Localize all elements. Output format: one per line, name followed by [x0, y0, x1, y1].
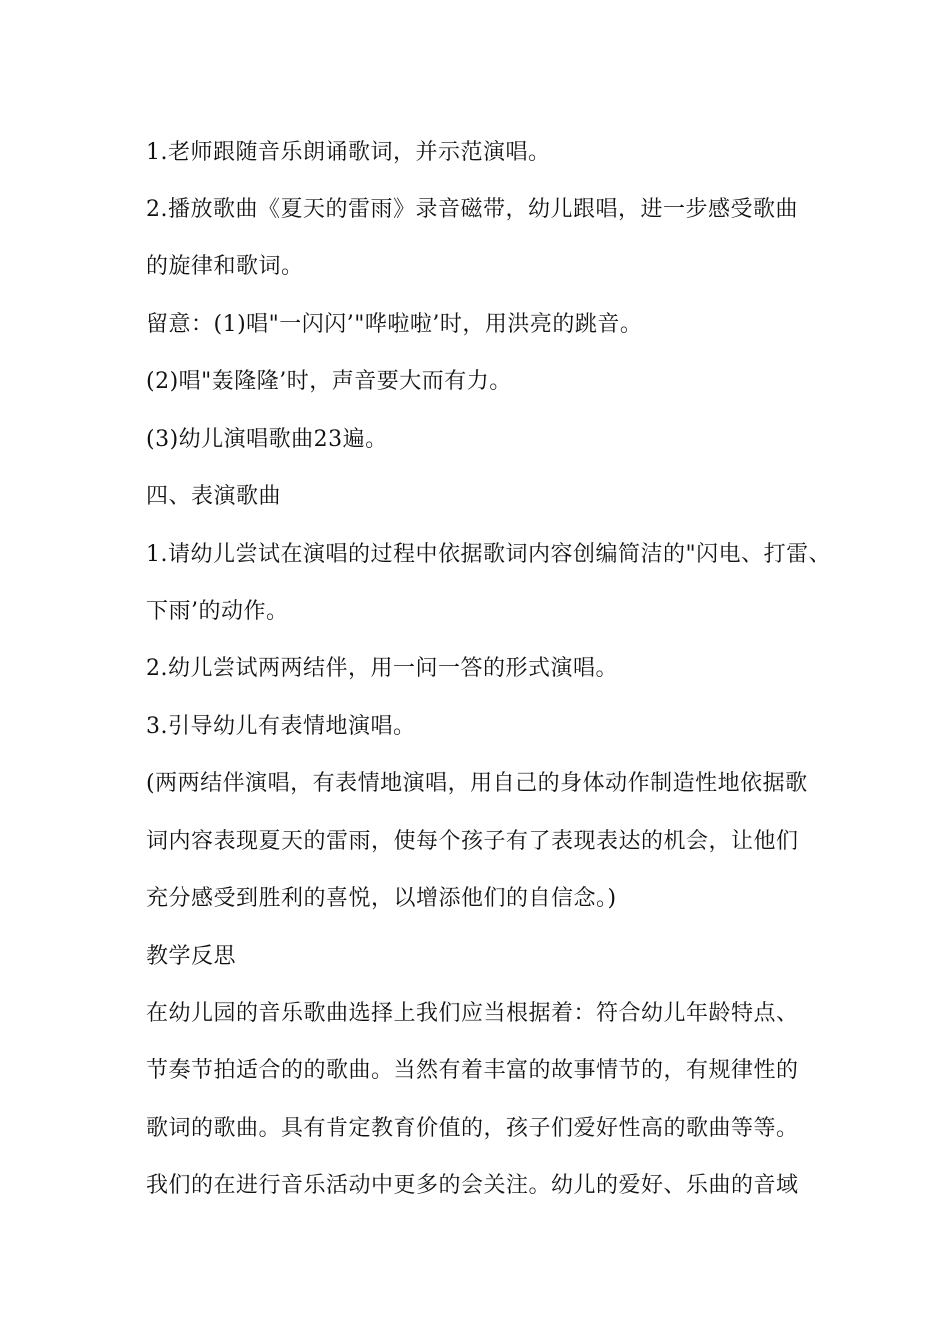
text-line: 节奏节拍适合的的歌曲。当然有着丰富的故事情节的，有规律性的: [146, 1058, 799, 1083]
text-line: 1.请幼儿尝试在演唱的过程中依据歌词内容创编简洁的"闪电、打雷、: [146, 542, 832, 567]
text-line: 留意：(1)唱"一闪闪’"哗啦啦’时，用洪亮的跳音。: [146, 312, 643, 337]
text-line: 3.引导幼儿有表情地演唱。: [146, 714, 416, 739]
text-line: 充分感受到胜利的喜悦，以增添他们的自信念。): [146, 886, 617, 911]
text-line: 下雨’的动作。: [146, 599, 289, 624]
text-line: 的旋律和歌词。: [146, 254, 304, 279]
text-line: (2)唱"轰隆隆’时，声音要大而有力。: [146, 369, 512, 394]
section-heading: 教学反思: [146, 944, 237, 969]
section-heading: 四、表演歌曲: [146, 484, 282, 509]
text-line: (3)幼儿演唱歌曲23遍。: [146, 427, 388, 452]
text-line: 2.播放歌曲《夏天的雷雨》录音磁带，幼儿跟唱，进一步感受歌曲: [146, 197, 798, 222]
text-line: 在幼儿园的音乐歌曲选择上我们应当根据着：符合幼儿年龄特点、: [146, 1001, 799, 1026]
text-line: (两两结伴演唱，有表情地演唱，用自己的身体动作制造性地依据歌: [146, 771, 808, 796]
text-line: 2.幼儿尝试两两结伴，用一问一答的形式演唱。: [146, 656, 618, 681]
text-line: 1.老师跟随音乐朗诵歌词，并示范演唱。: [146, 140, 551, 165]
text-line: 歌词的歌曲。具有肯定教育价值的，孩子们爱好性高的歌曲等等。: [146, 1116, 799, 1141]
text-line: 我们的在进行音乐活动中更多的会关注。幼儿的爱好、乐曲的音域: [146, 1173, 799, 1198]
text-line: 词内容表现夏天的雷雨，使每个孩子有了表现表达的机会，让他们: [146, 829, 799, 854]
